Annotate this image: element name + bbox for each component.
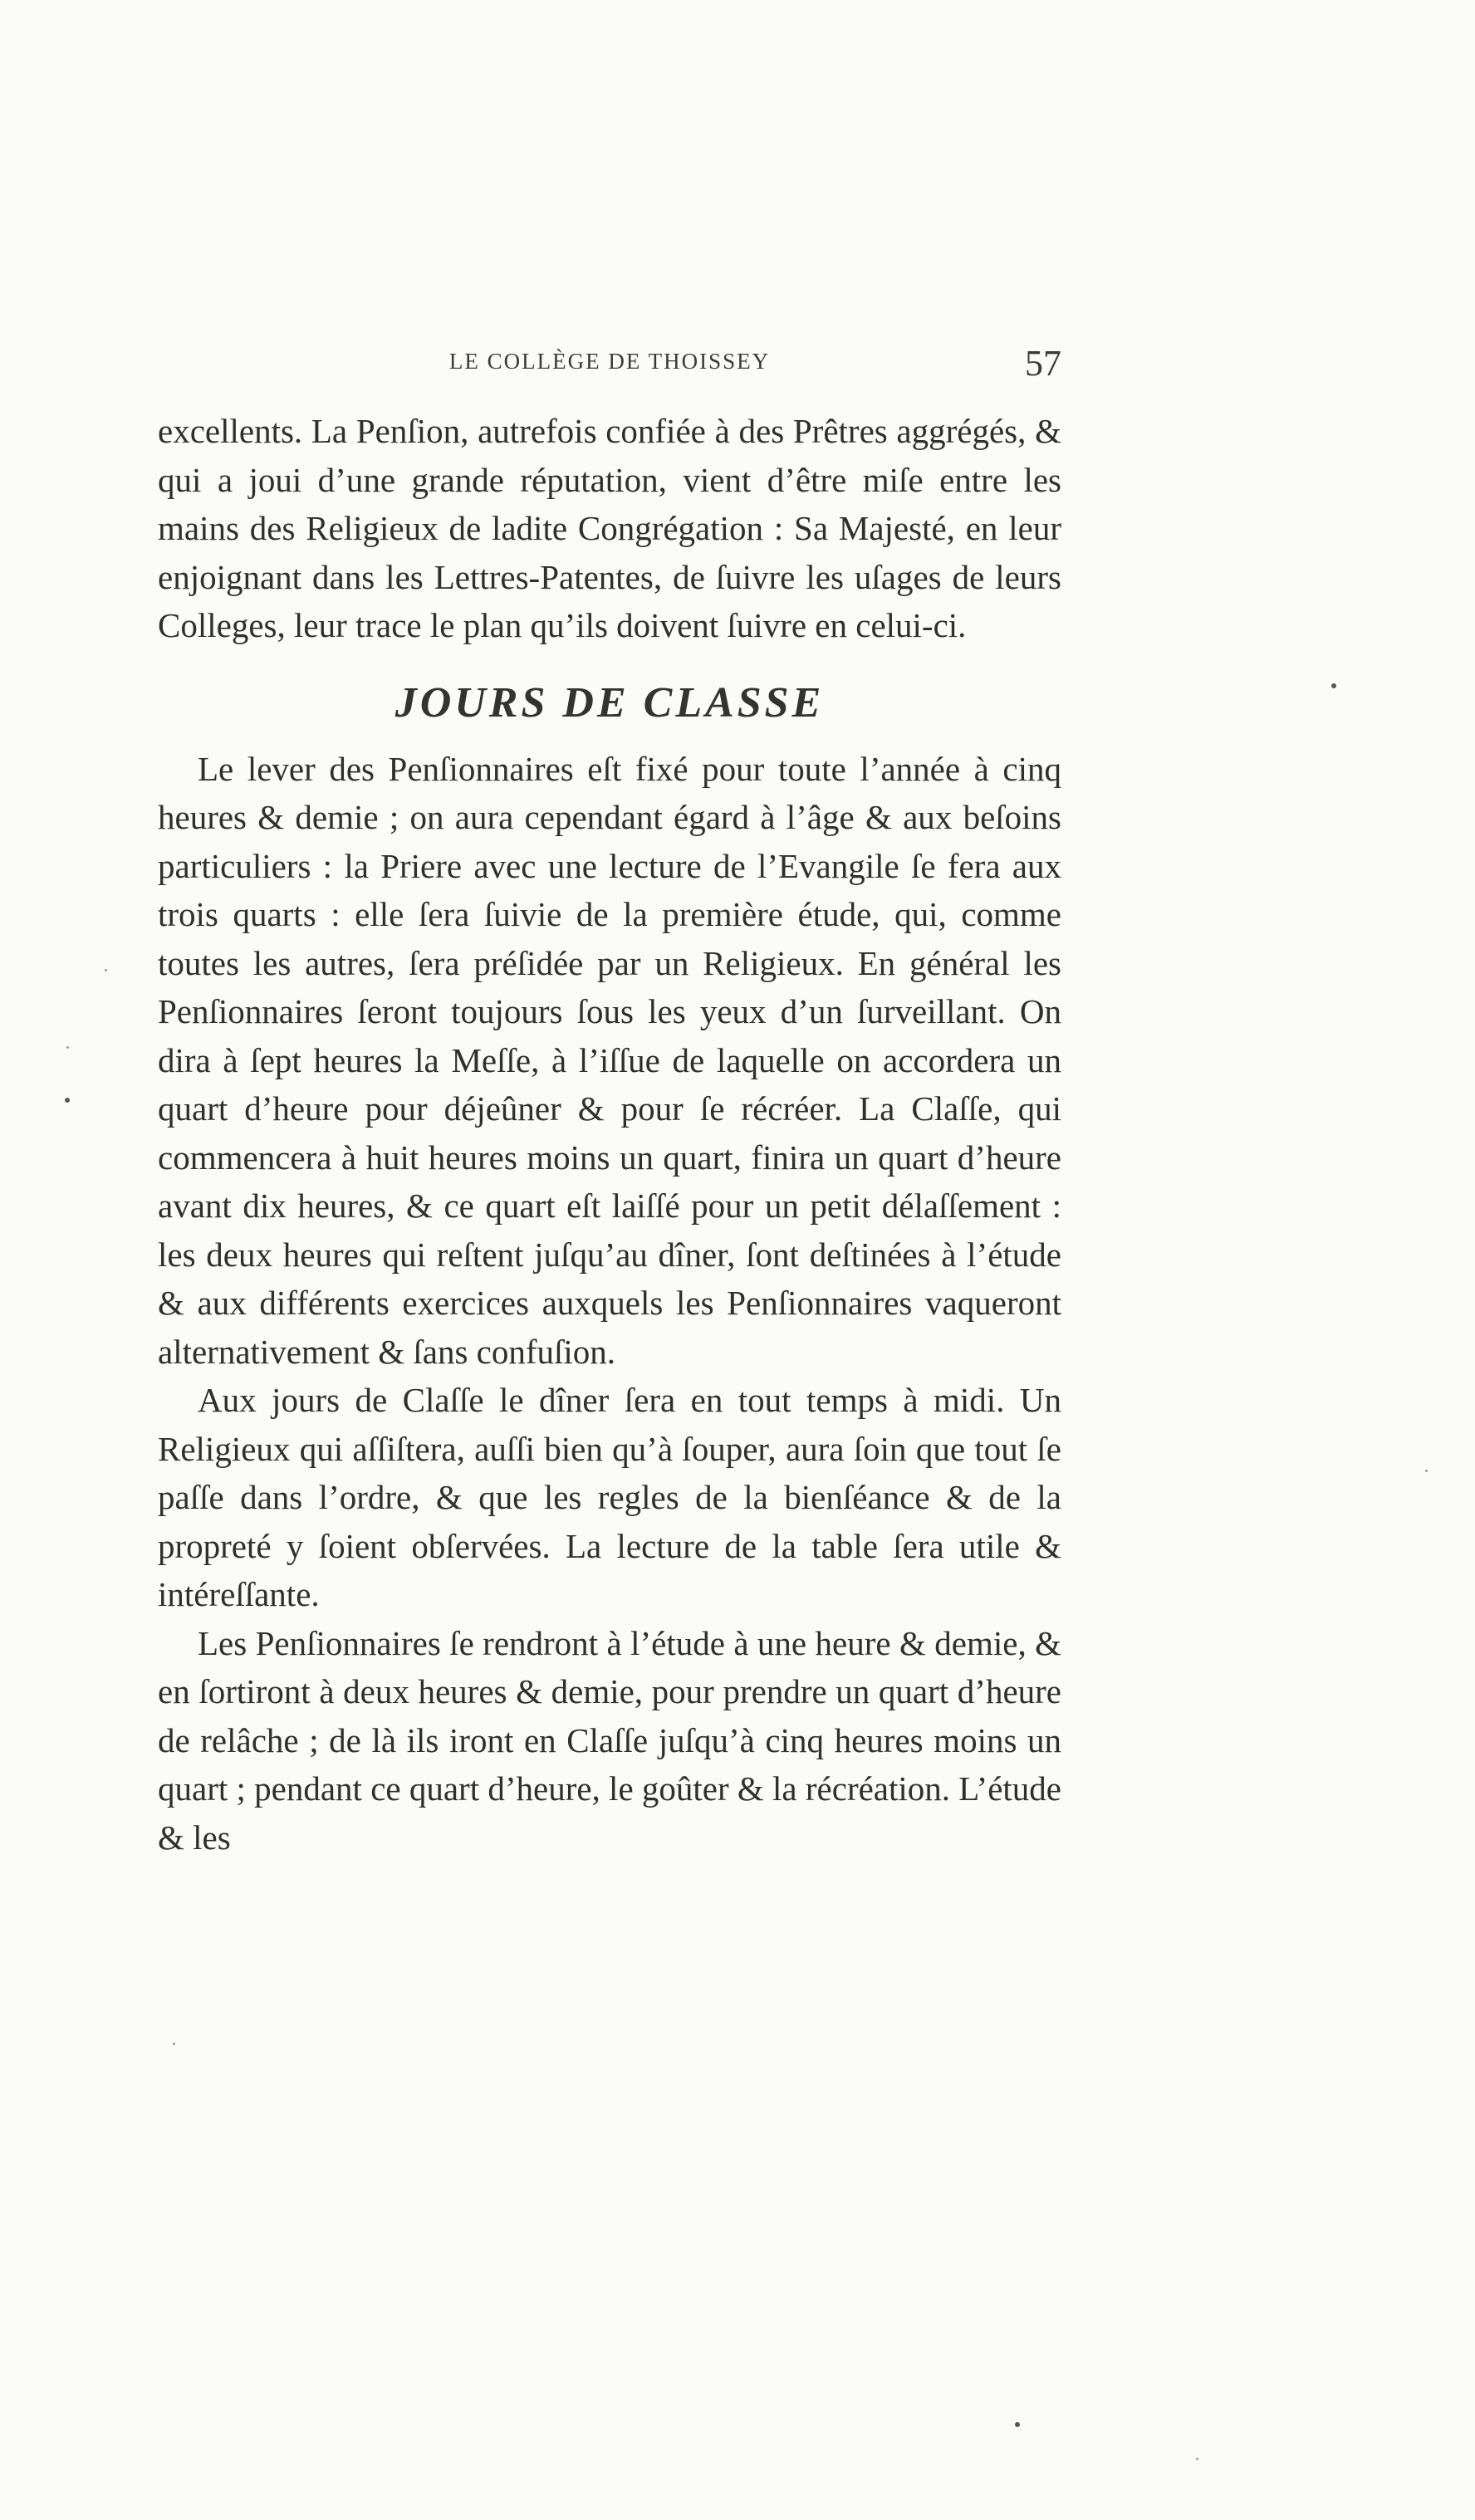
paper-speck [105,969,107,971]
paragraph-schedule: Le lever des Penſionnaires eſt fixé pour toute l’année à cinq heures & demie ; on aura cependant égard à l’âge & aux beſoins particuliers : la Priere avec une lecture de l’Evangile ſe fera aux trois quarts : elle ſera ſuivie de la première étude, qui, comme toutes les autres, ſera préſidée par un Religieux. En général les Penſionnaires ſeront toujours ſous les yeux d’un ſurveillant. On dira à ſept heures la Meſſe, à l’iſſue de laquelle on accordera un quart d’heure pour déjeûner & pour ſe récréer. La Claſſe, qui commencera à huit heures moins un quart, finira un quart d’heure avant dix heures, & ce quart eſt laiſſé pour un petit délaſſement : les deux heures qui reſtent juſqu’au dîner, ſont deſtinées à l’étude & aux différents exercices auxquels les Penſionnaires vaqueront alternativement & ſans confuſion. [158,749,1061,1371]
page-number: 57 [1025,343,1061,384]
paper-speck [1015,2422,1020,2427]
body-text [158,407,1061,1862]
paper-speck [66,1046,69,1049]
paper-speck [1196,2458,1198,2460]
page-header [158,342,1061,392]
paper-speck [173,2043,175,2045]
paragraph-intro: excellents. La Penſion, autrefois confiée à des Prêtres aggrégés, & qui a joui d’une grande réputation, vient d’être miſe entre les mains des Religieux de ladite Congrégation : Sa Majesté, en leur enjoignant dans les Lettres-Patentes, de ſuivre les uſages de leurs Colleges, leur trace le plan qu’ils doivent ſuivre en celui-ci. [158,412,1061,644]
running-title: LE COLLÈGE DE THOISSEY [448,349,771,374]
paper-speck [1331,683,1336,688]
paragraph-dinner: Aux jours de Claſſe le dîner ſera en tout temps à midi. Un Religieux qui aſſiſtera, auſſi bien qu’à ſouper, aura ſoin que tout ſe paſſe dans l’ordre, & que les regles de la bienſéance & de la propreté y ſoient obſervées. La lecture de la table ſera utile & intéreſſante. [158,1381,1061,1613]
section-heading: JOURS DE CLASSE [394,678,825,727]
paper-speck [65,1098,70,1103]
paragraph-afternoon: Les Penſionnaires ſe rendront à l’étude à une heure & demie, & en ſortiront à deux heures & demie, pour prendre un quart d’heure de relâche ; de là ils iront en Claſſe juſqu’à cinq heures moins un quart ; pendant ce quart d’heure, le goûter & la récréation. L’étude & les [158,1623,1061,1857]
paper-speck [1425,1470,1428,1472]
